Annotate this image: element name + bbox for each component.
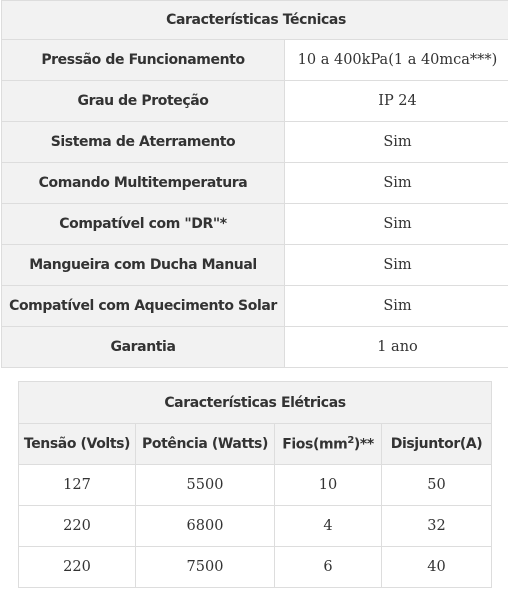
header-potencia: Potência (Watts) <box>136 424 275 465</box>
cell-potencia: 6800 <box>136 506 275 547</box>
cell-disjuntor: 40 <box>382 547 492 588</box>
table-row <box>2 204 508 245</box>
header-fios <box>275 424 382 465</box>
row-label: Compatível com "DR"* <box>2 204 285 245</box>
fios-prefix: Fios(mm <box>282 436 348 453</box>
table-title: Características Elétricas <box>19 382 492 424</box>
fios-superscript: 2 <box>347 435 354 447</box>
caracteristicas-eletricas-table <box>18 381 492 588</box>
table-row <box>2 40 508 81</box>
row-label: Garantia <box>2 327 285 368</box>
table-row <box>2 122 508 163</box>
row-label: Sistema de Aterramento <box>2 122 285 163</box>
table-row <box>2 245 508 286</box>
row-value: 10 a 400kPa(1 a 40mca***) <box>285 40 508 81</box>
table-row <box>19 465 492 506</box>
cell-tensao: 127 <box>19 465 136 506</box>
row-value: IP 24 <box>285 81 508 122</box>
row-value: 1 ano <box>285 327 508 368</box>
row-label: Comando Multitemperatura <box>2 163 285 204</box>
table-row <box>2 327 508 368</box>
row-label: Pressão de Funcionamento <box>2 40 285 81</box>
header-tensao: Tensão (Volts) <box>19 424 136 465</box>
fios-suffix: )** <box>353 436 374 453</box>
table-title: Características Técnicas <box>2 1 508 40</box>
cell-disjuntor: 50 <box>382 465 492 506</box>
cell-fios: 10 <box>275 465 382 506</box>
table-row <box>19 547 492 588</box>
table-row <box>19 506 492 547</box>
header-disjuntor: Disjuntor(A) <box>382 424 492 465</box>
table-row <box>2 163 508 204</box>
row-value: Sim <box>285 122 508 163</box>
cell-potencia: 5500 <box>136 465 275 506</box>
cell-tensao: 220 <box>19 506 136 547</box>
header-row <box>19 424 492 465</box>
cell-tensao: 220 <box>19 547 136 588</box>
row-label: Compatível com Aquecimento Solar <box>2 286 285 327</box>
row-value: Sim <box>285 204 508 245</box>
cell-fios: 4 <box>275 506 382 547</box>
row-label: Grau de Proteção <box>2 81 285 122</box>
row-value: Sim <box>285 245 508 286</box>
row-value: Sim <box>285 163 508 204</box>
cell-disjuntor: 32 <box>382 506 492 547</box>
cell-potencia: 7500 <box>136 547 275 588</box>
row-value: Sim <box>285 286 508 327</box>
cell-fios: 6 <box>275 547 382 588</box>
caracteristicas-tecnicas-table <box>1 0 508 368</box>
table-row <box>2 81 508 122</box>
table-row <box>2 286 508 327</box>
row-label: Mangueira com Ducha Manual <box>2 245 285 286</box>
